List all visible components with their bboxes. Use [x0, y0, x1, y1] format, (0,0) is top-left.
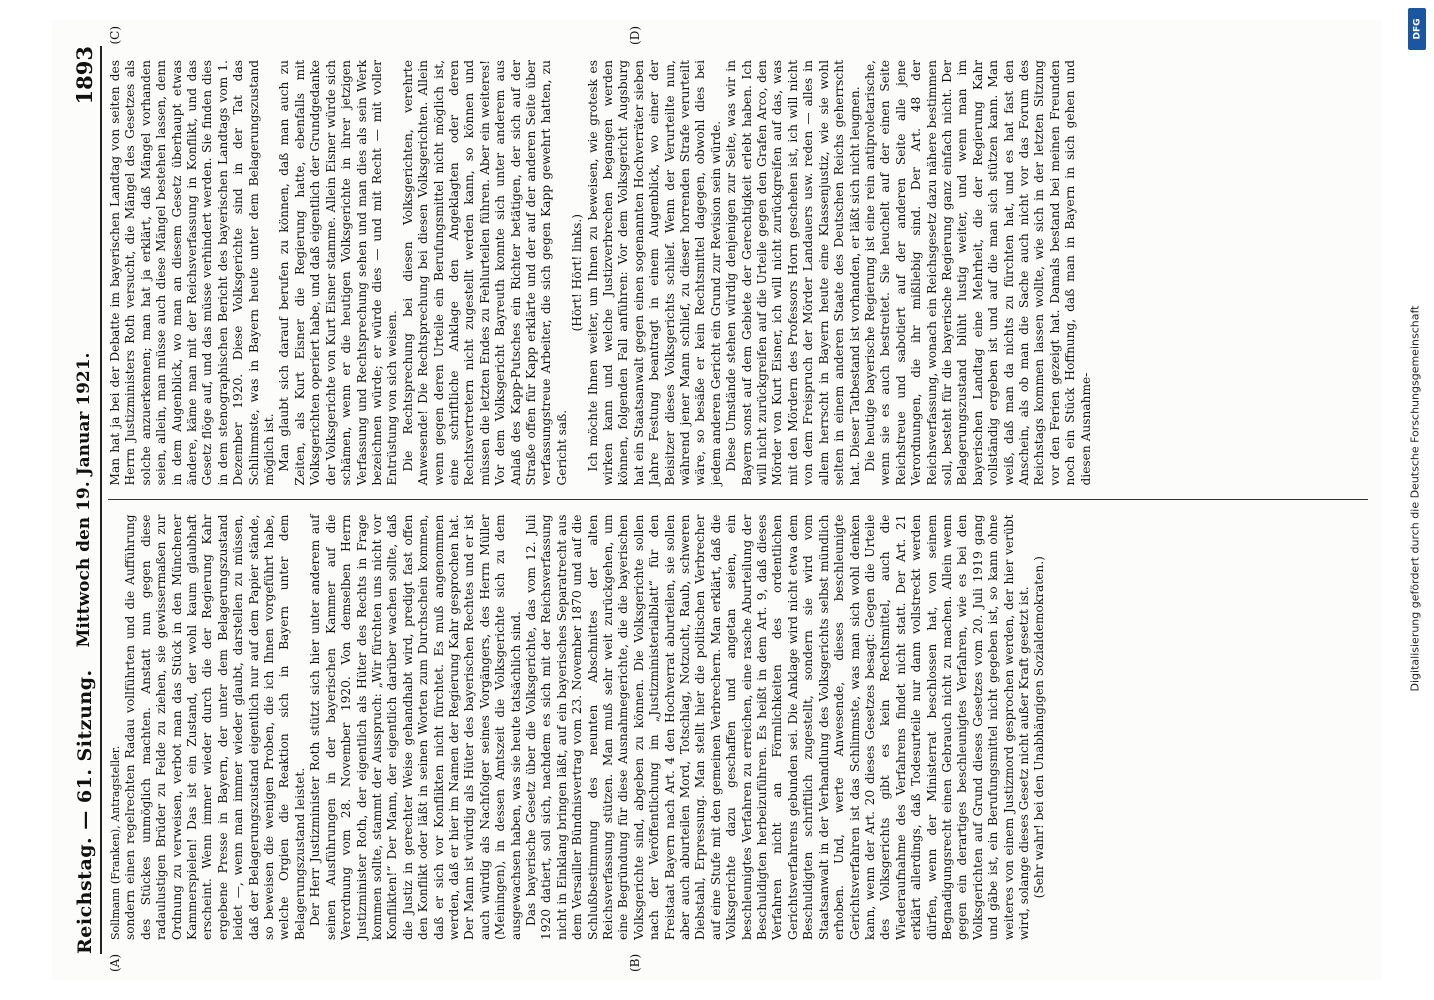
text-columns [108, 26, 1368, 972]
paragraph: Man hat ja bei der Debatte im bayerischen Landtag von seiten des Herrn Justizministers Roth versucht, die Mängel des Gesetzes als solche anzuerkennen; man hat ja erklärt, daß Mängel vorhanden seien, allein, man müsse auch diese Mängel bestehen lassen, denn in dem Augenblick, wo man an diesem Gesetz überhaupt etwas ändere, käme man mit der Reichsverfassung in Konflikt, und das Gesetz flöge auf, und das müsse verhindert werden. Sie finden dies in dem stenographischen Bericht des bayerischen Landtags vom 1. Dezember 1920. Diese Volksgerichte sind in der Tat das Schlimmste, was in Bayern heute unter dem Belagerungszustand möglich ist. [108, 60, 277, 486]
paragraph: Das bayerische Gesetz über die Volksgerichte, das vom 12. Juli 1920 datiert, soll sich, nachdem es sich mit der Reichsverfassung nicht in Einklang bringen läßt, auf ein bayerisches Separatrecht aus dem Versailler Bündnisvertrag vom 23. November 1870 und auf die Schlußbestimmung des neunten Abschnittes der alten Reichsverfassung stützen. Man muß sehr weit zurückgehen, um eine Begründung für diese Ausnahmegerichte, die die bayerischen Volksgerichte sind, abgeben zu können. Die Volksgerichte sollen nach der Veröffentlichung im „Justizministerialblatt“ für den Freistaat Bayern nach Art. 4 den Hochverrat aburteilen, sie sollen aber auch aburteilen Mord, Totschlag, Notzucht, Raub, schweren Diebstahl, Erpressung. Man stellt hier die politischen Verbrecher auf eine Stufe mit den gemeinen Verbrechern. Man erklärt, daß die Volksgerichte dazu geschaffen und angetan seien, ein beschleunigtes Verfahren zu erreichen, eine rasche Aburteilung der Beschuldigten herbeizuführen. Es heißt in dem Art. 9, daß dieses Verfahren nicht an Förmlichkeiten des ordentlichen Gerichtsverfahrens gebunden sei. Die Anklage wird nicht etwa dem Beschuldigten schriftlich zugestellt, sondern sie wird vom Staatsanwalt in der Verhandlung des Volksgerichts selbst mündlich erhoben. Und, werte Anwesende, dieses beschleunigte Gerichtsverfahren ist das Schlimmste, was man sich wohl denken kann, wenn der Art. 20 dieses Gesetzes besagt: Gegen die Urteile des Volksgerichts gibt es kein Rechtsmittel, auch die Wiederaufnahme des Verfahrens findet nicht statt. Der Art. 21 erklärt allerdings, daß Todesurteile nur dann vollstreckt werden dürfen, wenn der Ministerrat beschlossen hat, von seinem Begnadigungsrecht einen Gebrauch nicht zu machen. Allein wenn gegen ein derartiges beschleunigtes Verfahren, wie es bei den Volksgerichten auf Grund dieses Gesetzes vom 20. Juli 1919 gang und gäbe ist, ein Berufungsmittel nicht gegeben ist, so kann ohne weiteres von einem Justizmord gesprochen werden, der hier verübt wird, solange dieses Gesetz nicht außer Kraft gesetzt ist. [523, 514, 1031, 940]
funding-note-text: Digitalisierung gefördert durch die Deutsche Forschungsgemeinschaft [1408, 305, 1422, 692]
newspaper-page [52, 20, 1382, 980]
page-header [70, 46, 102, 954]
dfg-logo [1408, 8, 1426, 50]
dfg-logo-text: DFG [1412, 18, 1423, 40]
header-title: Reichstag. — 61. Sitzung. [74, 669, 96, 954]
paragraph: Man glaubt sich darauf berufen zu können, daß man auch zu Zeiten, als Kurt Eisner die Regierung hatte, ebenfalls mit Volksgerichten operiert habe, und daß eigentlich der Grundgedanke der Volksgerichte von Kurt Eisner stamme. Allein Eisner würde sich schämen, wenn er die heutigen Volksgerichte in ihrer jetzigen Verfassung und Rechtsprechung sehen und man dies als sein Werk bezeichnen würde; er würde dies — und mit Recht — mit voller Entrüstung von sich weisen. [277, 60, 400, 486]
left-column [108, 501, 1368, 972]
margin-marker-a: (A) [108, 953, 122, 972]
speaker-name: Sollmann (Franken), Antragsteller. [109, 745, 122, 940]
paragraph: Der Herr Justizminister Roth stützt sich hier unter anderem auf seinen Ausführungen in der bayerischen Kammer auf die Verordnung vom 28. November 1920. Von demselben Herrn Justizminister Roth, der eigentlich als Hüter des Rechts in Frage kommen sollte, stammt der Ausspruch: „Wir fürchten uns nicht vor Konflikten!“ Der Mann, der eigentlich darüber wachen sollte, daß die Justiz in gerechter Weise gehandhabt wird, predigt fast offen den Konflikt oder läßt in seinen Worten zum Durchschein kommen, daß er sich vor Konflikten nicht fürchtet. Es muß angenommen werden, daß er hier im Namen der Regierung Kahr gesprochen hat. Der Mann ist würdig als Hüter des bayerischen Rechtes und er ist auch würdig als Nachfolger seines Vorgängers, des Herrn Müller (Meiningen), in dessen Amtszeit die Volksgerichte sich zu dem ausgewachsen haben, was sie heute tatsächlich sind. [308, 514, 523, 940]
interjection: (Hört! Hört! links.) [570, 213, 585, 332]
interjection: (Sehr wahr! bei den Unabhängigen Sozialdemokraten.) [1032, 556, 1047, 899]
margin-marker-d: (D) [628, 26, 642, 45]
page-number: 1893 [72, 46, 97, 105]
funding-note [1400, 18, 1430, 982]
margin-marker-c: (C) [108, 26, 122, 45]
header-date: Mittwoch den 19. Januar 1921. [74, 352, 94, 648]
paragraph: Diese Umstände stehen würdig denjenigen zur Seite, was wir in Bayern sonst auf dem Gebiete der Gerechtigkeit erlebt haben. Ich will nicht zurückgreifen auf die Urteile gegen den Grafen Arco, den Mörder von Kurt Eisner, ich will nicht zurückgreifen auf das, was mit den Mördern des Professors Horn geschehen ist, ich will nicht von dem Freispruch der Mörder Landauers usw. reden — alles in allem herrscht in Bayern heute eine Klassenjustiz, wie sie wohl selten in einem anderen Staate des Deutschen Reichs geherrscht hat. Dieser Tatbestand ist vorhanden, er läßt sich nicht leugnen. [724, 60, 862, 486]
paragraph: sondern einen regelrechten Radau vollführten und die Aufführung des Stückes unmöglich machten. Anstatt nun gegen diese radaulustigen Brüder zu Felde zu ziehen, sie gewissermaßen zur Ordnung zu verweisen, verbot man das Stück in den Münchener Kammerspielen! Das ist ein Zustand, der wohl kaum glaubhaft erscheint. Wenn immer wieder durch die der Regierung Kahr ergebene Presse in Bayern, der unter dem Belagerungszustand leidet —, wenn man immer wieder glaubt, darstellen zu müssen, daß der Belagerungszustand eigentlich nur auf dem Papier stände, so beweisen die wenigen Proben, die ich Ihnen vorgeführt habe, welche Orgien die Reaktion sich in Bayern unter dem Belagerungszustand leistet. [123, 514, 307, 940]
margin-marker-b: (B) [628, 953, 642, 972]
right-column [108, 26, 1368, 501]
paragraph: Ich möchte Ihnen weiter, um Ihnen zu beweisen, wie grotesk es wirken kann und welche Justizverbrechen begangen werden können, folgenden Fall anführen: Vor dem Volksgericht Augsburg hat ein Staatsanwalt gegen einen sogenannten Hochverräter sieben Jahre Festung beantragt in einem Augenblick, wo einer der Beisitzer dieses Volksgerichts schlief. Wenn der Verurteilte nun, während jener Mann schlief, zu dieser horrenden Strafe verurteilt wäre, so besäße er kein Rechtsmittel dagegen, obwohl dies bei jedem anderen Gericht ein Grund zur Revision sein würde. [585, 60, 723, 486]
paragraph: Die Rechtsprechung bei diesen Volksgerichten, verehrte Anwesende! Die Rechtsprechung bei diesen Volksgerichten. Allein wenn gegen deren Urteile ein Berufungsmittel nicht möglich ist, eine schriftliche Anklage den Angeklagten oder deren Rechtsvertretern nicht zugestellt werden kann, so können und müssen die letzten Endes zu Fehlurteilen führen. Aber ein weiteres! Vor dem Volksgericht Bayreuth konnte sich unter anderem aus Anlaß des Kapp-Putsches ein Richter betätigen, der sich auf der Straße offen für Kapp erklärte und der auf der anderen Seite über verfassungstreue Arbeiter, die sich gegen Kapp gewehrt hatten, zu Gericht saß. [400, 60, 569, 486]
paragraph: Die heutige bayerische Regierung ist eine rein antiproletarische, wenn sie es auch bestreitet. Sie heuchelt auf der einen Seite Reichstreue und sabotiert auf der anderen Seite alle jene Verordnungen, die ihr mißliebig sind. Der Art. 48 der Reichsverfassung, wonach ein Reichsgesetz dazu nähere bestimmen soll, besteht für die bayerische Regierung ganz einfach nicht. Der Belagerungszustand blüht lustig weiter, und wenn man im bayerischen Landtag eine Mehrheit, die der Regierung Kahr vollständig ergeben ist und auf die man sich stützen kann. Man weiß, daß man da nichts zu fürchten hat, und es hat fast den Anschein, als ob man die Sache auch nicht vor das Forum des Reichstags kommen lassen wollte, wie sich in der letzten Sitzung vor den Ferien gezeigt hat. Damals bestand bei meinen Freunden noch ein Stück Hoffnung, daß man in Bayern in sich gehen und diesen Ausnahme- [862, 60, 1093, 486]
